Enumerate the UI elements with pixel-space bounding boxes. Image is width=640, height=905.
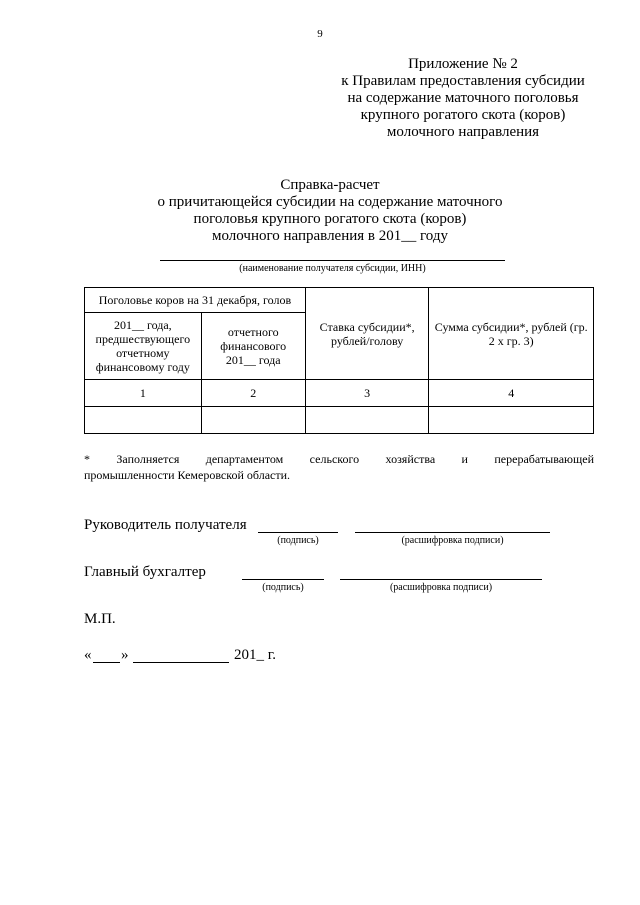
date-day-line[interactable]: [93, 662, 120, 663]
recipient-caption: (наименование получателя субсидии, ИНН): [239, 263, 426, 274]
data-cell[interactable]: [305, 407, 429, 434]
accountant-decoding-caption: (расшифровка подписи): [389, 582, 493, 593]
head-decoding-line[interactable]: [355, 532, 550, 533]
title-line: Справка-расчет: [280, 177, 380, 193]
title-line: молочного направления в 201__ году: [212, 228, 448, 244]
title-line: поголовья крупного рогатого скота (коров): [193, 211, 467, 227]
head-signature-line[interactable]: [258, 532, 338, 533]
appendix-line: Приложение № 2: [408, 56, 518, 72]
data-cell[interactable]: [201, 407, 305, 434]
appendix-line: к Правилам предоставления субсидии: [341, 73, 585, 89]
data-cell[interactable]: [85, 407, 202, 434]
col-number-cell: 1: [85, 380, 202, 407]
col2-header-cell: отчетного финансового 201__ года: [201, 313, 305, 380]
accountant-signature-caption: (подпись): [262, 582, 304, 593]
date-year: 201_ г.: [234, 647, 276, 663]
appendix-line: на содержание маточного поголовья: [347, 90, 579, 106]
col-number-cell: 3: [305, 380, 429, 407]
col4-header-cell: Сумма субсидии*, рублей (гр. 2 х гр. 3): [429, 288, 594, 380]
data-cell[interactable]: [429, 407, 594, 434]
accountant-signature-line[interactable]: [242, 579, 324, 580]
head-signature-caption: (подпись): [277, 535, 319, 546]
accountant-signature-label: Главный бухгалтер: [84, 564, 206, 580]
col-number-cell: 2: [201, 380, 305, 407]
footnote-line: промышленности Кемеровской области.: [84, 468, 291, 482]
table-header-row: [85, 288, 594, 313]
appendix-line: молочного направления: [386, 124, 540, 140]
appendix-line: крупного рогатого скота (коров): [360, 107, 566, 123]
title-line: о причитающейся субсидии на содержание маточного: [157, 194, 503, 210]
date-open-quote: «: [84, 647, 92, 663]
table-row: [85, 380, 594, 407]
calculation-table: [84, 287, 594, 434]
table-row: [85, 407, 594, 434]
seal-mark: М.П.: [84, 611, 116, 627]
recipient-line: [160, 260, 505, 261]
date-month-line[interactable]: [133, 662, 229, 663]
col-number-cell: 4: [429, 380, 594, 407]
date-close-quote: »: [121, 647, 129, 663]
appendix-header: [318, 56, 608, 141]
footnote: [84, 451, 594, 483]
page-number: 9: [317, 28, 323, 40]
accountant-decoding-line[interactable]: [340, 579, 542, 580]
head-signature-label: Руководитель получателя: [84, 517, 247, 533]
head-decoding-caption: (расшифровка подписи): [401, 535, 504, 546]
footnote-line: * Заполняется департаментом сельского хозяйства и перерабатывающей: [84, 452, 594, 466]
col1-header-cell: 201__ года, предшествующего отчетному финансовому году: [85, 313, 202, 380]
group-header-cell: Поголовье коров на 31 декабря, голов: [85, 288, 306, 313]
document-title: [80, 177, 580, 245]
col3-header-cell: Ставка субсидии*, рублей/голову: [305, 288, 429, 380]
